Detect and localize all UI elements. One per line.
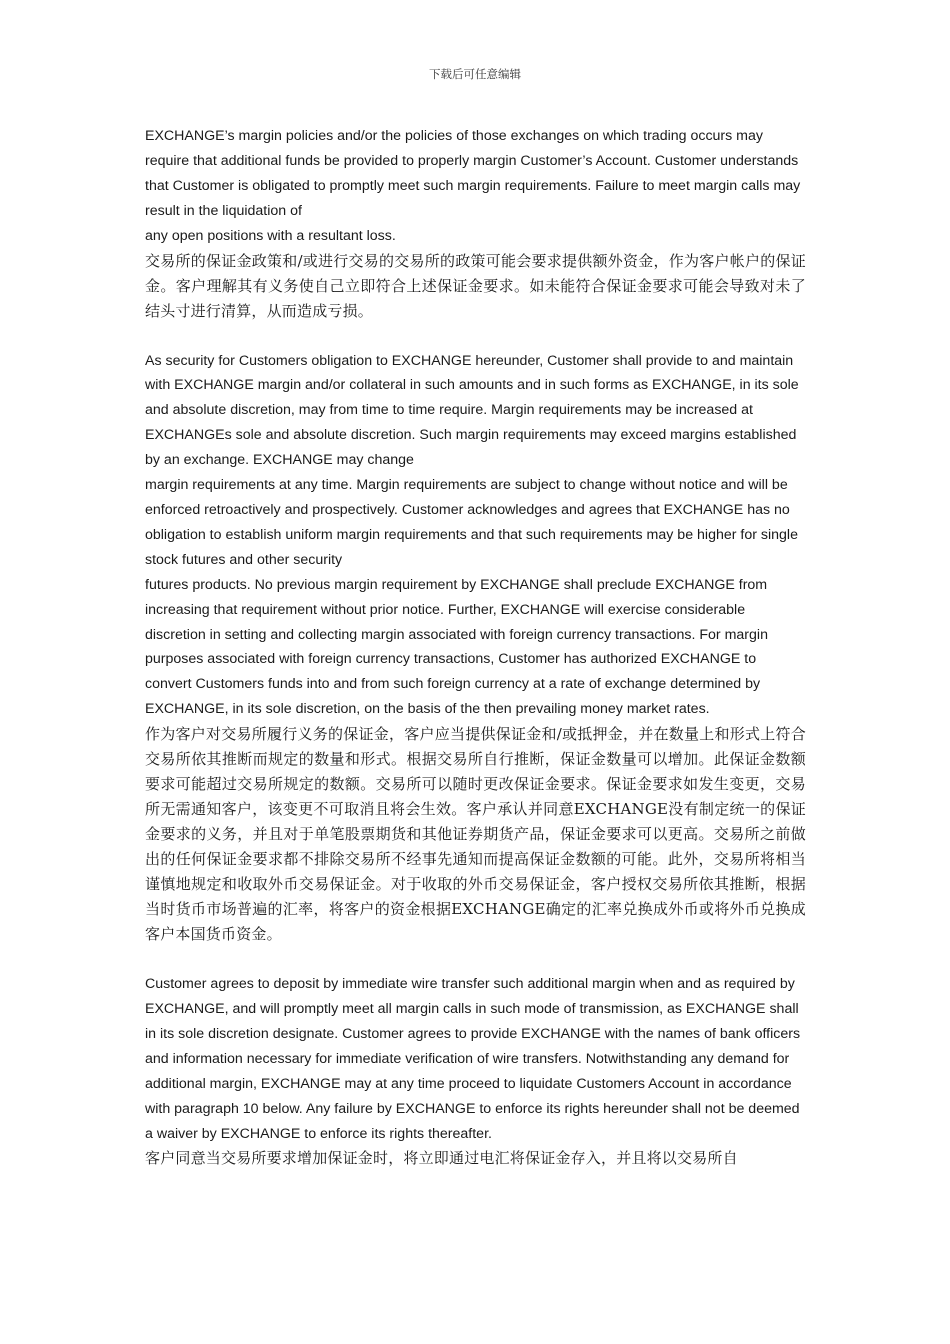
section-2-en-paragraph-2: margin requirements at any time. Margin requirements are subject to change without notice and will be enforced retroactively and prospectively. Customer acknowledges and agrees that EXCHANGE has no obligation to establish uniform margin requirements and that such requirements may be higher for single stock futures and other security xyxy=(145,477,798,568)
section-2-en-paragraph-3: futures products. No previous margin requirement by EXCHANGE shall preclude EXCHANGE from increasing that requirement without prior notice. Further, EXCHANGE will exercise considerable discretion in setting and collecting margin associated with foreign currency transactions. For margin purposes associated with foreign currency transactions, Customer has authorized EXCHANGE to convert Customers funds into and from such foreign currency at a rate of exchange determined by EXCHANGE, in its sole discretion, on the basis of the then prevailing money market rates. xyxy=(145,576,768,718)
section-gap xyxy=(145,324,806,349)
section-1-en-paragraph-1: EXCHANGE’s margin policies and/or the policies of those exchanges on which trading occurs may require that additional funds be provided to properly margin Customer’s Account. Customer understands that Customer is obligated to promptly meet such margin requirements. Failure to meet margin calls may result in the liquidation of xyxy=(145,128,801,219)
section-1-en-paragraph-2: any open positions with a resultant loss. xyxy=(145,227,396,244)
section-gap xyxy=(145,947,806,972)
page-header: 下载后可任意编辑 xyxy=(429,67,521,81)
section-2-zh-paragraph: 作为客户对交易所履行义务的保证金，客户应当提供保证金和/或抵押金，并在数量上和形式上符合交易所依其推断而规定的数量和形式。根据交易所自行推断，保证金数量可以增加。此保证金数额要求可能超过交易所规定的数额。交易所可以随时更改保证金要求。保证金要求如发生变更，交易所无需通知客户，该变更不可取消且将会生效。客户承认并同意EXCHANGE没有制定统一的保证金要求的义务，并且对于单笔股票期货和其他证券期货产品，保证金要求可以更高。交易所之前做出的任何保证金要求都不排除交易所不经事先通知而提高保证金数额的可能。此外，交易所将相当谨慎地规定和收取外币交易保证金。对于收取的外币交易保证金，客户授权交易所依其推断，根据当时货币市场普遍的汇率，将客户的资金根据EXCHANGE确定的汇率兑换成外币或将外币兑换成客户本国货币资金。 xyxy=(145,725,806,944)
section-2-en-paragraph-1: As security for Customers obligation to EXCHANGE hereunder, Customer shall provide to and maintain with EXCHANGE margin and/or collateral in such amounts and in such forms as EXCHANGE, in its sole and absolute discretion, may from time to time require. Margin requirements may be increased at EXCHANGEs sole and absolute discretion. Such margin requirements may exceed margins established by an exchange. EXCHANGE may change xyxy=(145,352,799,469)
section-1-zh-paragraph: 交易所的保证金政策和/或进行交易的交易所的政策可能会要求提供额外资金，作为客户帐户的保证金。客户理解其有义务使自己立即符合上述保证金要求。如未能符合保证金要求可能会导致对未了结头寸进行清算，从而造成亏损。 xyxy=(145,251,806,320)
section-3-zh-paragraph: 客户同意当交易所要求增加保证金时，将立即通过电汇将保证金存入，并且将以交易所自 xyxy=(145,1149,738,1168)
document-body xyxy=(145,124,806,1171)
section-3-en-paragraph-1: Customer agrees to deposit by immediate wire transfer such additional margin when and as required by EXCHANGE, and will promptly meet all margin calls in such mode of transmission, as EXCHANGE shall in its sole discretion designate. Customer agrees to provide EXCHANGE with the names of bank officers and information necessary for immediate verification of wire transfers. Notwithstanding any demand for additional margin, EXCHANGE may at any time proceed to liquidate Customers Account in accordance with paragraph 10 below. Any failure by EXCHANGE to enforce its rights hereunder shall not be deemed a waiver by EXCHANGE to enforce its rights thereafter. xyxy=(145,976,801,1142)
